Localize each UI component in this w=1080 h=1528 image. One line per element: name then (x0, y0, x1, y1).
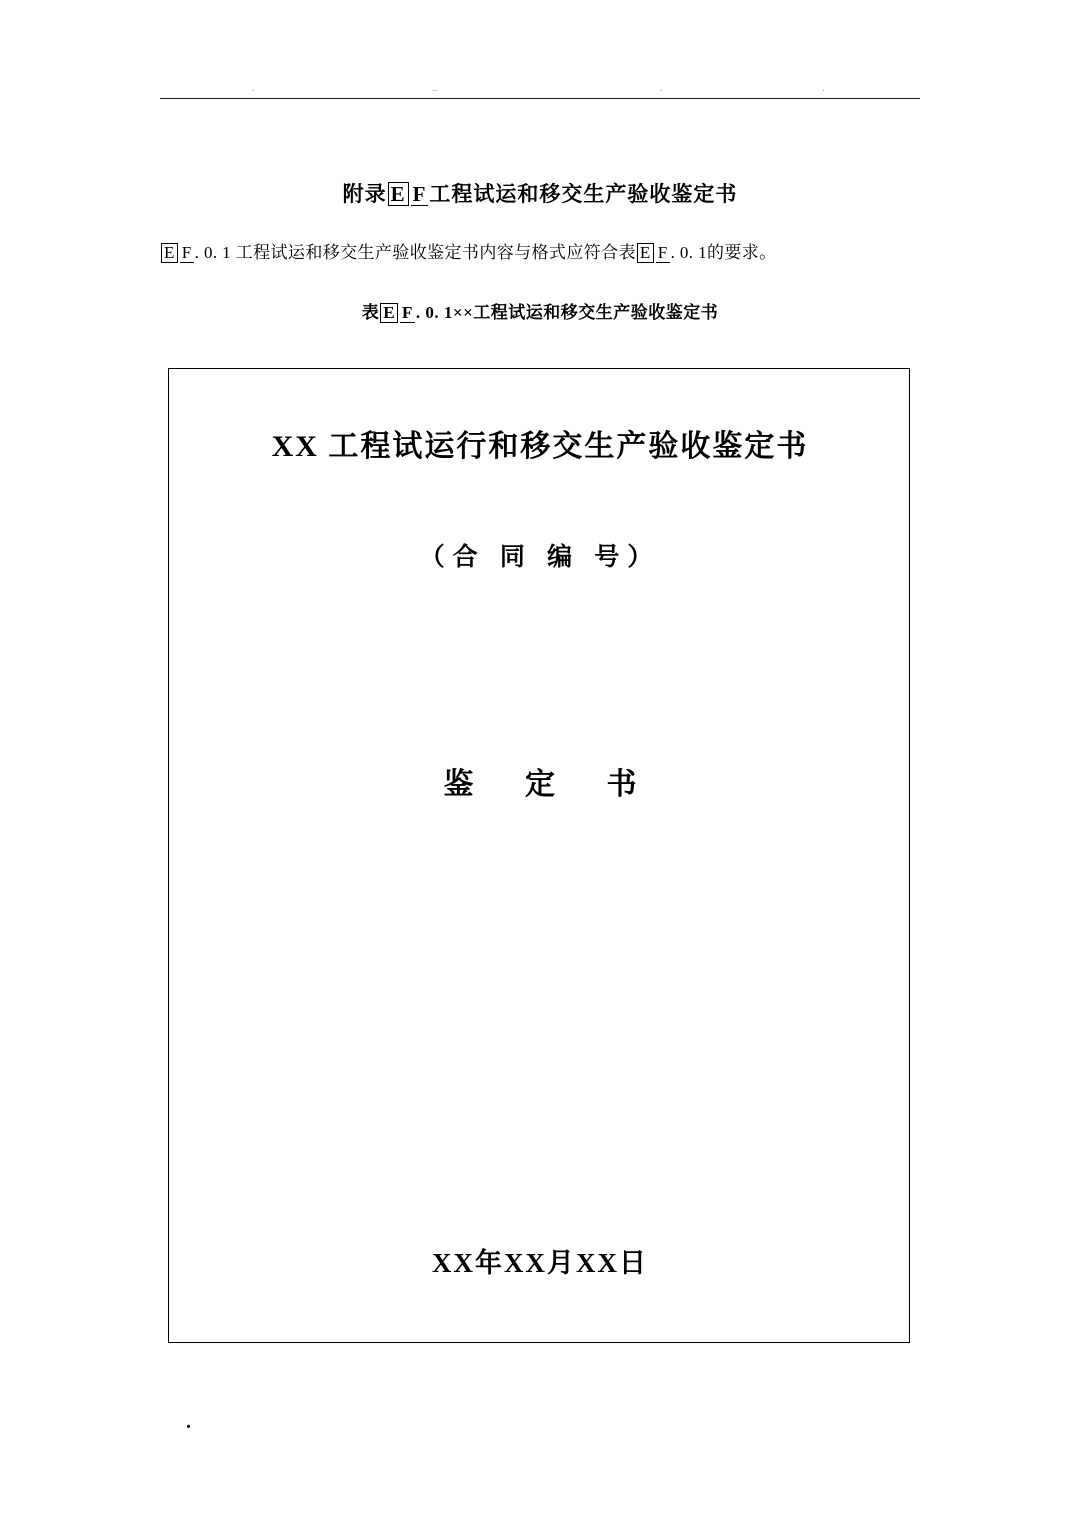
cover-date: XX年XX月XX日 (432, 1248, 648, 1278)
header-tick-3: . (660, 82, 663, 94)
clause-boxed-letter-2: E (637, 243, 654, 263)
cover-contract-number: （合 同 编 号） (419, 544, 661, 571)
header-tick-1: . (252, 82, 255, 94)
clause-text-end: 的要求。 (706, 243, 777, 262)
clause-paragraph (160, 238, 920, 263)
footer-dot-mark: . (186, 1411, 191, 1433)
appendix-boxed-letter: E (388, 182, 409, 206)
appendix-underlined-letter: F (412, 182, 427, 206)
table-caption-number: . 0. 1 (415, 303, 453, 322)
table-caption-underlined-letter: F (402, 303, 413, 322)
clause-underlined-letter-2: F (657, 243, 668, 262)
header-tick-marks (160, 82, 920, 96)
cover-document-type: 鉴 定 书 (443, 768, 659, 801)
header-tick-4: . (822, 82, 825, 94)
table-caption (0, 298, 1080, 323)
appendix-heading (0, 178, 1080, 208)
table-caption-boxed-letter: E (380, 303, 398, 323)
header-divider-rule (160, 98, 920, 99)
appendix-prefix: 附录 (342, 182, 387, 206)
cover-title: XX 工程试运行和移交生产验收鉴定书 (271, 430, 809, 463)
clause-number-2: . 0. 1 (670, 243, 707, 262)
cover-sheet-frame (168, 368, 910, 1343)
clause-number-1: . 0. 1 (194, 243, 232, 262)
table-caption-text: ××工程试运和移交生产验收鉴定书 (452, 303, 719, 322)
table-caption-prefix: 表 (361, 303, 380, 322)
header-tick-2: .. (432, 82, 438, 94)
clause-text-middle: 工程试运和移交生产验收鉴定书内容与格式应符合表 (235, 243, 636, 262)
clause-underlined-letter-1: F (181, 243, 192, 262)
appendix-title-text: 工程试运和移交生产验收鉴定书 (429, 182, 738, 206)
clause-boxed-letter-1: E (161, 243, 178, 263)
